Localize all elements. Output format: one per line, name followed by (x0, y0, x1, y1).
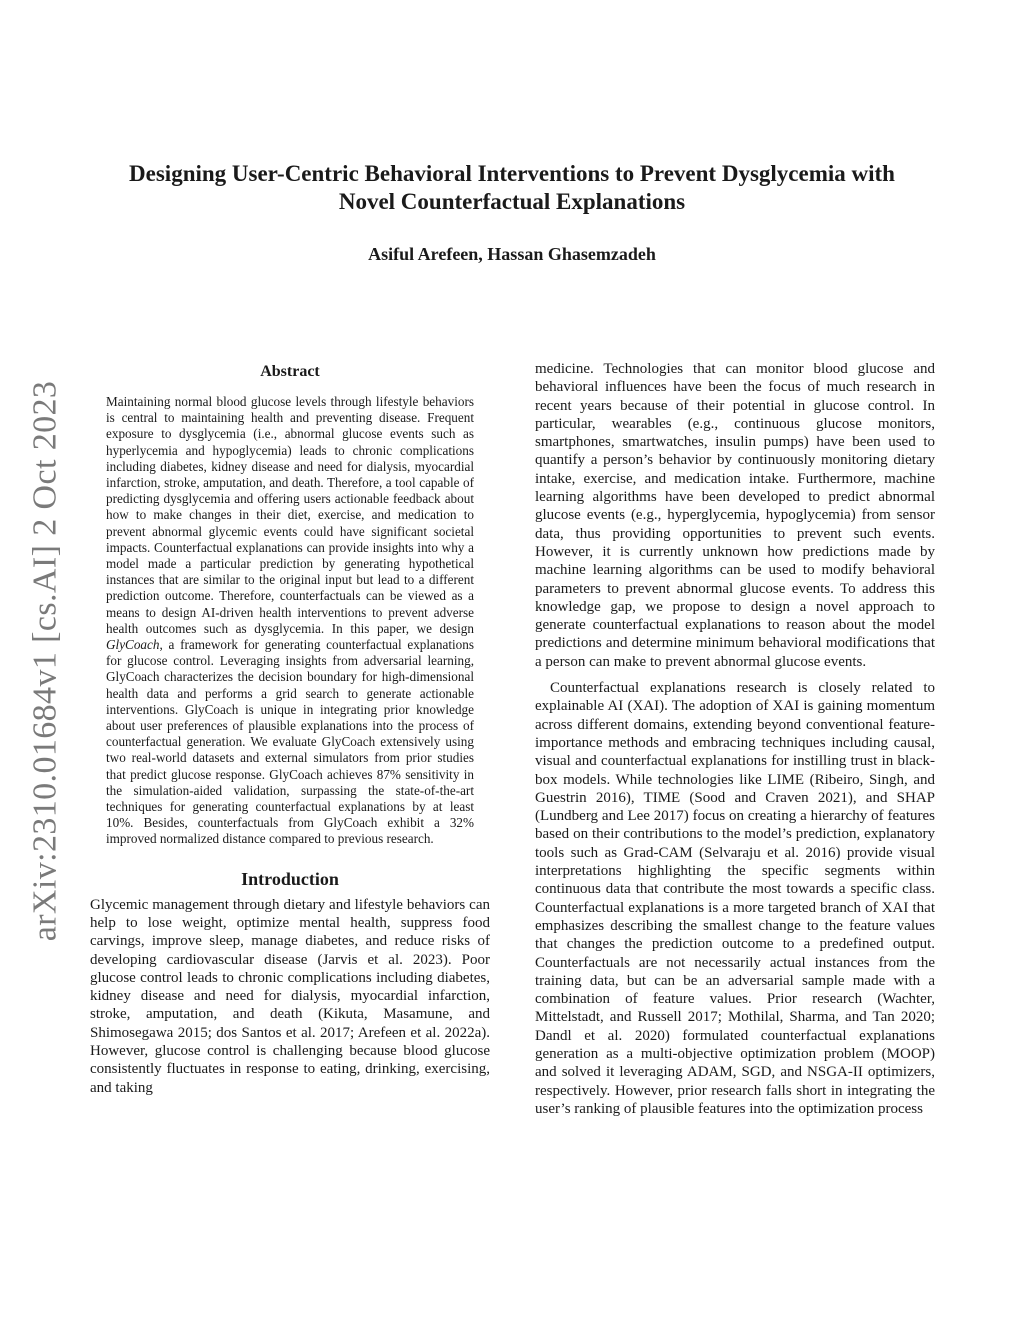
abstract-heading: Abstract (260, 363, 320, 380)
arxiv-identifier-text: arXiv:2310.01684v1 [cs.AI] 2 Oct 2023 (26, 380, 63, 942)
abstract-text (106, 394, 474, 848)
arxiv-identifier (20, 376, 70, 946)
paper-title-line-1: Designing User-Centric Behavioral Interventions to Prevent Dysglycemia with (129, 161, 895, 186)
introduction-paragraph-1-continued: medicine. Technologies that can monitor blood glucose and behavioral influences have been the focus of much research in recent years because of their potential in glucose control. In particular, wearables (e.g., continuous glucose monitors, smartphones, smartwatches, insulin pumps) have been used to quantify a person’s behavior by continuously monitoring dietary intake, exercise, and medication intake. Furthermore, machine learning algorithms have been developed to predict abnormal glucose events (e.g., hyperglycemia, hypoglycemia) from sensor data, thus providing opportunities to prevent such events. However, it is currently unknown how predictions made by machine learning algorithms can be used to modify behavioral parameters to prevent abnormal glucose events. To address this knowledge gap, we propose to design a novel approach to generate counterfactual explanations to reason about the model predictions and determine minimum behavioral modifications that a person can make to prevent abnormal glucose events. (535, 361, 935, 670)
paper-authors: Asiful Arefeen, Hassan Ghasemzadeh (368, 244, 656, 264)
right-column (535, 360, 935, 1118)
introduction-heading: Introduction (241, 868, 339, 889)
abstract-text-part-1: Maintaining normal blood glucose levels through lifestyle behaviors is central to maintaining health and preventing disease. Frequent exposure to dysglycemia (i.e., abnormal glucose events such as hyperlycemia and hypoglycemia) leads to chronic complications including diabetes, kidney disease and need for dialysis, myocardial infarction, stroke, amputation, and death. Therefore, a tool capable of predicting dysglycemia and offering users actionable feedback about how to make changes in their diet, exercise, and medication to prevent abnormal glycemic events could have significant societal impacts. Counterfactual explanations can provide insights into why a model made a particular prediction by generating hypothetical instances that are similar to the original input but lead to a different prediction outcome. Therefore, counterfactuals can be viewed as a means to design AI-driven health interventions to prevent adverse health outcomes such as dysglycemia. In this paper, we design (106, 394, 474, 636)
introduction-paragraph-1: Glycemic management through dietary and lifestyle behaviors can help to lose weight, optimize mental health, suppress food carvings, improve sleep, manage diabetes, and reduce risks of developing cardiovascular disease (Jarvis et al. 2023). Poor glucose control leads to chronic complications including diabetes, kidney disease and need for dialysis, myocardial infarction, stroke, amputation, and death (Kikuta, Masamune, and Shimosegawa 2015; dos Santos et al. 2017; Arefeen et al. 2022a). However, glucose control is challenging because blood glucose consistently fluctuates in response to eating, drinking, exercising, and taking (90, 896, 490, 1096)
paper-title-line-2: Novel Counterfactual Explanations (338, 189, 686, 214)
left-column (90, 362, 490, 1097)
abstract-section (90, 362, 490, 848)
introduction-paragraph-2: Counterfactual explanations research is closely related to explainable AI (XAI). The adoption of XAI is gaining momentum across different domains, extending beyond conventional feature-importance methods and embracing techniques including causal, visual and counterfactual explanations for instilling trust in black-box models. While technologies like LIME (Ribeiro, Singh, and Guestrin 2016), TIME (Sood and Craven 2021), and SHAP (Lundberg and Lee 2017) focus on creating a hierarchy of features based on their contributions to the model’s prediction, explanatory tools such as Grad-CAM (Selvaraju et al. 2016) provide visual interpretations highlighting the specific segments within continuous data that contribute the most towards a specific class. Counterfactual explanations is a more targeted branch of XAI that emphasizes describing the smallest change to the feature values that changes the prediction outcome to a predefined output. Counterfactuals are not necessarily actual instances from the training data, but can be an adversarial sample made with a combination of feature values. Prior research (Wachter, Mittelstadt, and Russell 2017; Mothilal, Sharma, and Tan 2020; Dandl et al. 2020) formulated counterfactual explanations generation as a multi-objective optimization problem (MOOP) and solved it leveraging ADAM, SGD, and NSGA-II optimizers, respectively. However, prior research falls short in integrating the user’s ranking of plausible features into the optimization process (535, 680, 935, 1117)
paper-title (90, 160, 934, 216)
introduction-section (90, 868, 490, 1097)
abstract-text-part-2: , a framework for generating counterfactual explanations for glucose control. Leveraging insights from adversarial learning, GlyCoach characterizes the decision boundary for high-dimensional health data and performs a grid search to generate actionable interventions. GlyCoach is unique in integrating prior knowledge about user preferences of plausible explanations into the process of counterfactual generation. We evaluate GlyCoach extensively using two real-world datasets and external simulators from prior studies that predict glucose response. GlyCoach achieves 87% sensitivity in the simulation-aided validation, surpassing the state-of-the-art techniques for generating counterfactual explanations by at least 10%. Besides, counterfactuals from GlyCoach exhibit a 32% improved normalized distance compared to previous research. (106, 637, 474, 847)
abstract-glycoach-italic: GlyCoach (106, 637, 160, 653)
